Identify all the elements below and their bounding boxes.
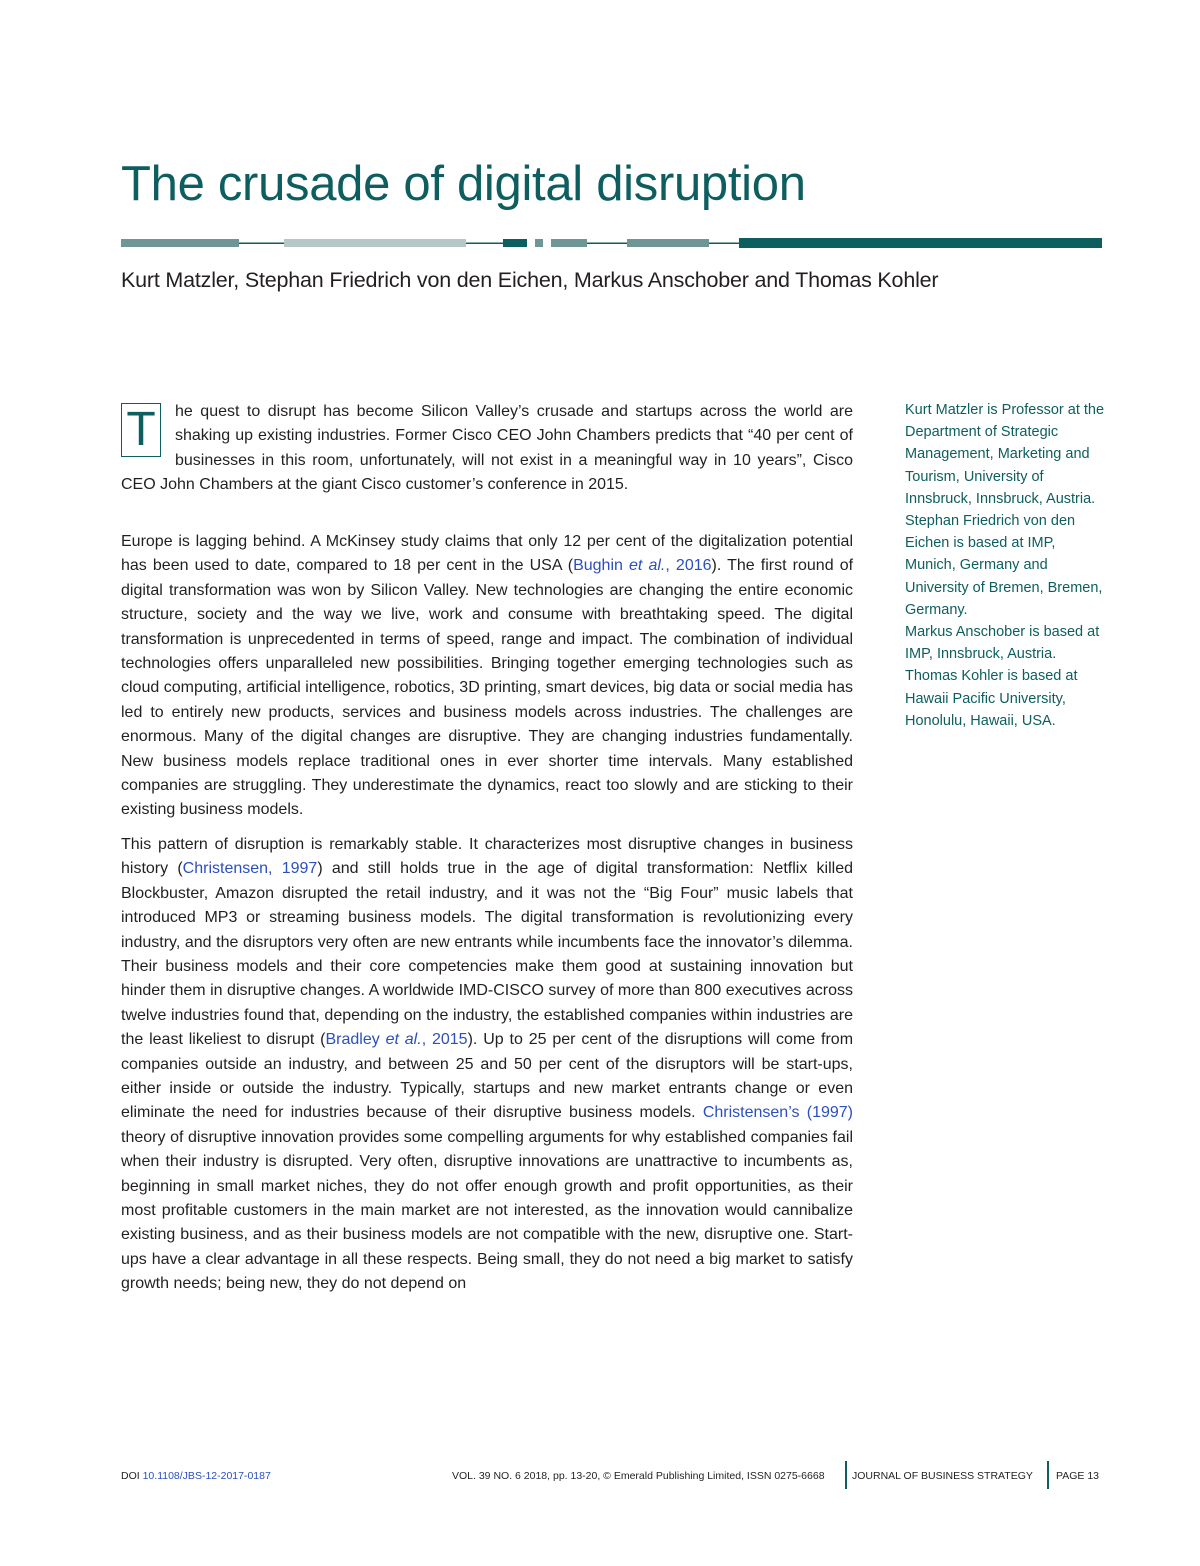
- paragraph-text: ). Up to 25 per cent of the disruptions will come from companies outside an industry, and between 25 and 50 per cent of the disruptors will be start-ups, either inside or outside the industry. Typically, startups and new market entrants change or even eliminate the need for industries because of their disruptive business models.: [121, 1031, 854, 1122]
- footer-publication-info: VOL. 39 NO. 6 2018, pp. 13-20, © Emerald Publishing Limited, ISSN 0275-6668: [452, 1470, 825, 1482]
- paragraph-text: Europe is lagging behind. A McKinsey study claims that only 12 per cent of the digitalization potential has been used to date, compared to 18 per cent in the USA (: [121, 533, 853, 575]
- rule-segment: [503, 239, 527, 247]
- body-paragraph: [121, 833, 853, 1297]
- footer-page-number: PAGE 13: [1056, 1470, 1099, 1482]
- footer-divider: [1047, 1461, 1049, 1489]
- author-list: Kurt Matzler, Stephan Friedrich von den Eichen, Markus Anschober and Thomas Kohler: [121, 268, 939, 292]
- footer-journal-name: JOURNAL OF BUSINESS STRATEGY: [852, 1470, 1033, 1482]
- rule-segment: [535, 239, 543, 247]
- author-bios: [905, 399, 1105, 732]
- doi-label: DOI: [121, 1470, 143, 1482]
- rule-line: [239, 243, 284, 245]
- rule-line: [466, 243, 503, 245]
- title-rule: [121, 236, 1102, 250]
- citation-link[interactable]: Bughin et al., 2016: [573, 557, 712, 575]
- paragraph-text: theory of disruptive innovation provides some compelling arguments for why established companies fail when their industry is disrupted. Very often, disruptive innovations are unattractive to incumbents as, beginning in small market niches, they do not offer enough growth and profit opportunities, as their most profitable customers in the main market are not interested, as the innovation would cannibalize existing business, and as their business models are not compatible with the new, disruptive one. Start-ups have a clear advantage in all these respects. Being small, they do not need a big market to satisfy growth needs; being new, they do not depend on: [121, 1128, 853, 1293]
- paragraph-text: ). The first round of digital transformation was won by Silicon Valley. New technologies are changing the entire economic structure, society and the way we live, work and consume with breathtaking speed. The digital transformation is unprecedented in terms of speed, range and impact. The combination of individual technologies offers unparalleled new possibilities. Bringing together emerging technologies such as cloud computing, artificial intelligence, robotics, 3D printing, smart devices, big data or social media has led to entirely new products, services and business models across industries. The challenges are enormous. Many of the digital changes are disruptive. They are changing industries fundamentally. New business models replace traditional ones in ever shorter time intervals. Many established companies are struggling. They underestimate the dynamics, react too slowly and are sticking to their existing business models.: [121, 557, 854, 819]
- author-bio: Kurt Matzler is Professor at the Department of Strategic Management, Marketing and Tourism, University of Innsbruck, Innsbruck, Austria.: [905, 402, 1105, 507]
- citation-link[interactable]: Bradley et al., 2015: [325, 1031, 468, 1049]
- footer-divider: [845, 1461, 847, 1489]
- author-bio: Stephan Friedrich von den Eichen is based at IMP, Munich, Germany and University of Bremen, Bremen, Germany.: [905, 513, 1103, 618]
- paragraph-text: he quest to disrupt has become Silicon Valley’s crusade and startups across the world are shaking up existing industries. Former Cisco CEO John Chambers predicts that “40 per cent of businesses in this room, unfortunately, will not exist in a meaningful way in 10 years”, Cisco CEO John Chambers at the giant Cisco customer’s conference in 2015.: [121, 403, 853, 494]
- author-bio: Markus Anschober is based at IMP, Innsbruck, Austria.: [905, 624, 1100, 663]
- doi-link[interactable]: 10.1108/JBS-12-2017-0187: [142, 1470, 271, 1482]
- rule-segment: [121, 239, 239, 247]
- author-bio: Thomas Kohler is based at Hawaii Pacific University, Honolulu, Hawaii, USA.: [905, 668, 1078, 729]
- footer-doi: [121, 1464, 271, 1488]
- rule-line: [587, 243, 627, 245]
- rule-line: [709, 243, 739, 245]
- body-paragraph: [121, 530, 853, 823]
- citation-link[interactable]: Christensen’s (1997): [702, 1104, 853, 1122]
- intro-paragraph: [121, 400, 853, 520]
- rule-segment: [284, 239, 466, 247]
- citation-link[interactable]: Christensen, 1997: [182, 860, 318, 878]
- rule-segment: [627, 239, 709, 247]
- rule-segment: [551, 239, 587, 247]
- article-body: [121, 400, 853, 1307]
- paragraph-text: ) and still holds true in the age of digital transformation: Netflix killed Blockbuster, Amazon disrupted the retail industry, and it was not the “Big Four” music labels that introduced MP3 or streaming business models. The digital transformation is revolutionizing every industry, and the disruptors very often are new entrants while incumbents face the innovator’s dilemma. Their business models and their core competencies make them good at sustaining innovation but hinder them in disruptive changes. A worldwide IMD-CISCO survey of more than 800 executives across twelve industries found that, depending on the industry, the established companies within industries are the least likeliest to disrupt (: [121, 860, 854, 1049]
- paragraph-text: This pattern of disruption is remarkably stable. It characterizes most disruptive changes in business history (: [121, 835, 853, 878]
- rule-segment: [739, 238, 1102, 248]
- article-title: The crusade of digital disruption: [121, 157, 806, 211]
- drop-cap: T: [121, 403, 161, 457]
